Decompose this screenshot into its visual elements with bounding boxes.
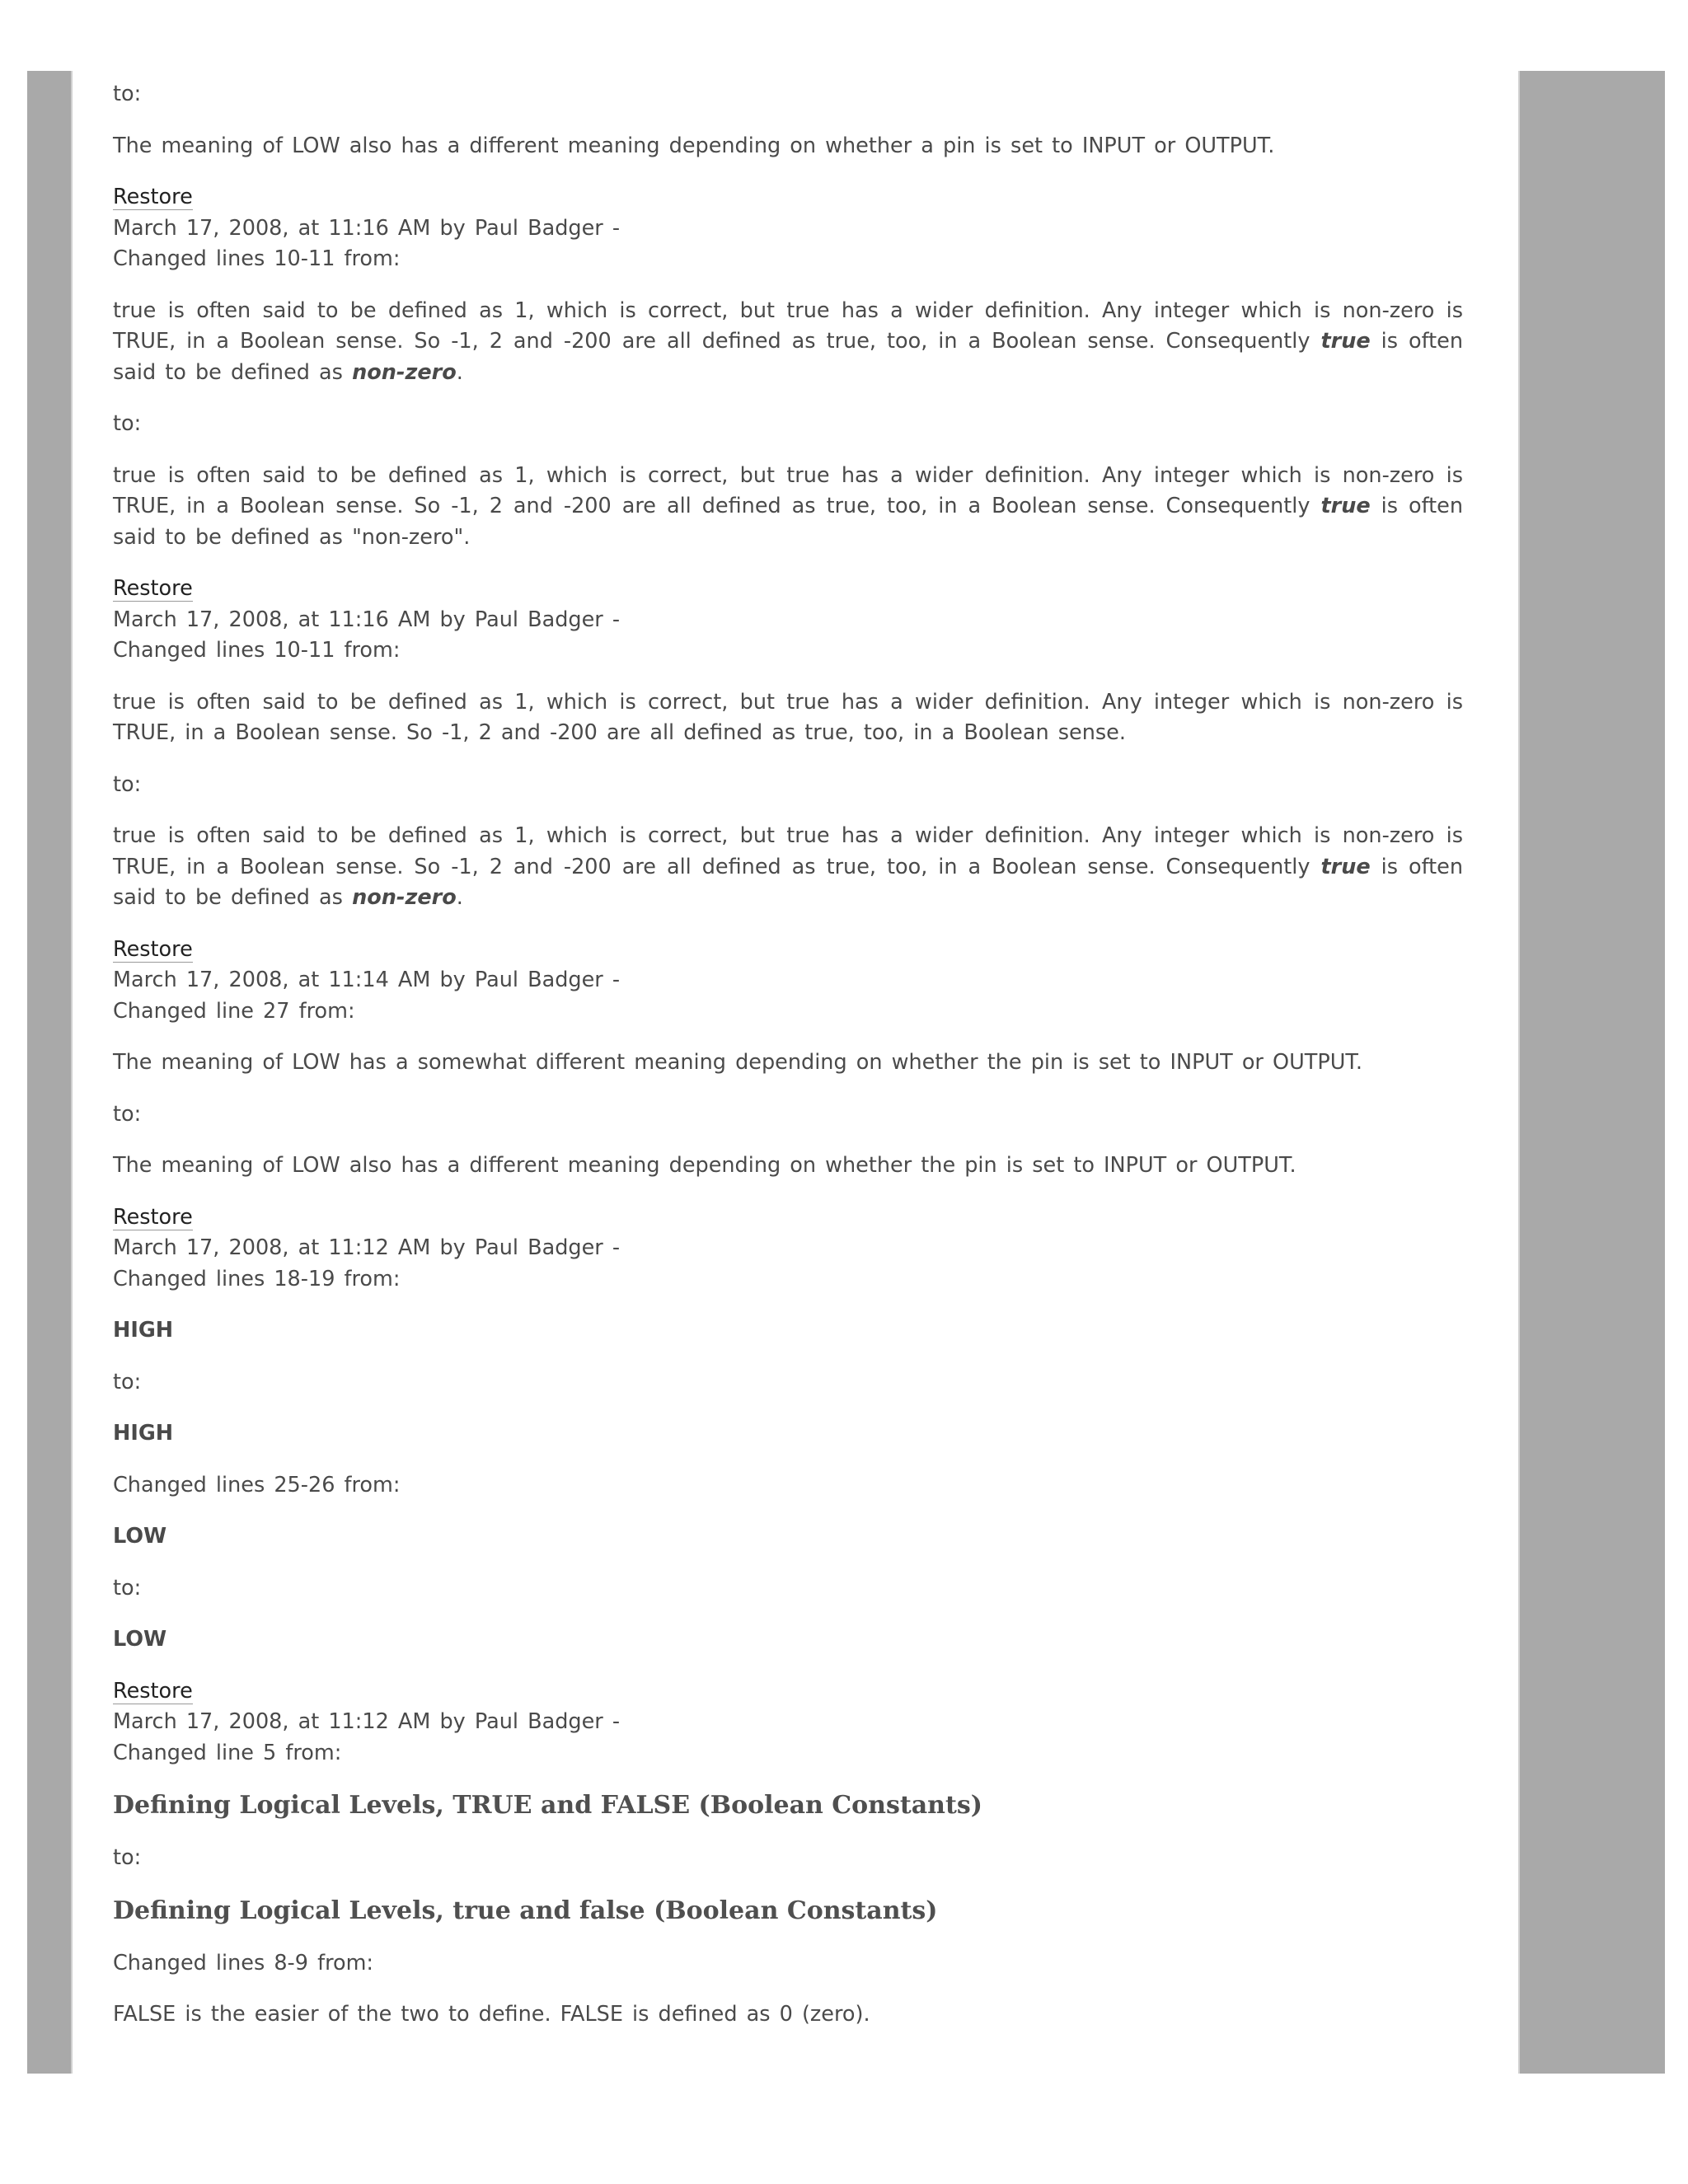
diff-to-heading: Defining Logical Levels, true and false (Boolean Constants) [113,1896,938,1925]
diff-from-text: HIGH [113,1318,174,1343]
revision-author-line: March 17, 2008, at 11:14 AM by Paul Badger - [113,968,621,992]
to-label: to: [113,1101,142,1127]
diff-from-heading: Defining Logical Levels, TRUE and FALSE (Boolean Constants) [113,1791,982,1820]
restore-link[interactable]: Restore [113,576,193,601]
changed-lines-label: Changed lines 18-19 from: [113,1266,401,1291]
restore-link[interactable]: Restore [113,1204,193,1230]
revision-header [113,1676,1463,1769]
revision-author-line: March 17, 2008, at 11:16 AM by Paul Badger - [113,215,621,241]
page-history-content [113,79,1463,2051]
left-sidebar-bar [27,71,73,2074]
changed-lines-label: Changed line 27 from: [113,998,355,1024]
diff-from-text: FALSE is the easier of the two to define. FALSE is defined as 0 (zero). [113,2002,870,2027]
to-label: to: [113,1845,142,1870]
diff-to-text: The meaning of LOW also has a different meaning depending on whether the pin is set to INPUT or OUTPUT. [113,1153,1296,1178]
right-sidebar-bar [1518,71,1665,2074]
changed-lines-label: Changed lines 10-11 from: [113,246,401,271]
changed-lines-label: Changed lines 8-9 from: [113,1950,374,1975]
revision-author-line: March 17, 2008, at 11:16 AM by Paul Badger - [113,607,621,632]
revision-header [113,182,1463,275]
changed-lines-label: Changed lines 10-11 from: [113,638,401,663]
to-label: to: [113,1369,142,1394]
diff-from-text: true is often said to be defined as 1, which is correct, but true has a wider definition. Any integer which is non-zero is TRUE, in a Boolean sense. So -1, 2 and -200 are all defined as true, too, in a Boolean sense. Consequently true is often said to be defined as non-zero. [113,298,1463,385]
to-label: to: [113,411,142,436]
revision-header [113,574,1463,667]
diff-from-text: The meaning of LOW has a somewhat different meaning depending on whether the pin is set to INPUT or OUTPUT. [113,1050,1363,1075]
revision-header [113,935,1463,1028]
to-label: to: [113,771,142,797]
to-label: to: [113,82,142,106]
to-label: to: [113,1575,142,1601]
restore-link[interactable]: Restore [113,1678,193,1704]
changed-lines-label: Changed lines 25-26 from: [113,1472,401,1497]
diff-to-text: true is often said to be defined as 1, which is correct, but true has a wider definition. Any integer which is non-zero is TRUE, in a Boolean sense. So -1, 2 and -200 are all defined as true, too, in a Boolean sense. Consequently true is often said to be defined as non-zero. [113,823,1463,910]
restore-link[interactable]: Restore [113,936,193,962]
diff-to-text: HIGH [113,1421,174,1446]
revision-header [113,1202,1463,1296]
diff-to-text: true is often said to be defined as 1, which is correct, but true has a wider definition. Any integer which is non-zero is TRUE, in a Boolean sense. So -1, 2 and -200 are all defined as true, too, in a Boolean sense. Consequently true is often said to be defined as "non-zero". [113,462,1463,550]
diff-from-text: LOW [113,1524,167,1549]
diff-text: The meaning of LOW also has a different meaning depending on whether a pin is set to INPUT or OUTPUT. [113,133,1275,158]
diff-from-text: true is often said to be defined as 1, which is correct, but true has a wider definition. Any integer which is non-zero is TRUE, in a Boolean sense. So -1, 2 and -200 are all defined as true, too, in a Boolean sense. [113,689,1463,745]
diff-to-text: LOW [113,1627,167,1652]
revision-author-line: March 17, 2008, at 11:12 AM by Paul Badger - [113,1709,621,1734]
changed-lines-label: Changed line 5 from: [113,1740,342,1765]
restore-link[interactable]: Restore [113,185,193,209]
revision-author-line: March 17, 2008, at 11:12 AM by Paul Badger - [113,1235,621,1260]
